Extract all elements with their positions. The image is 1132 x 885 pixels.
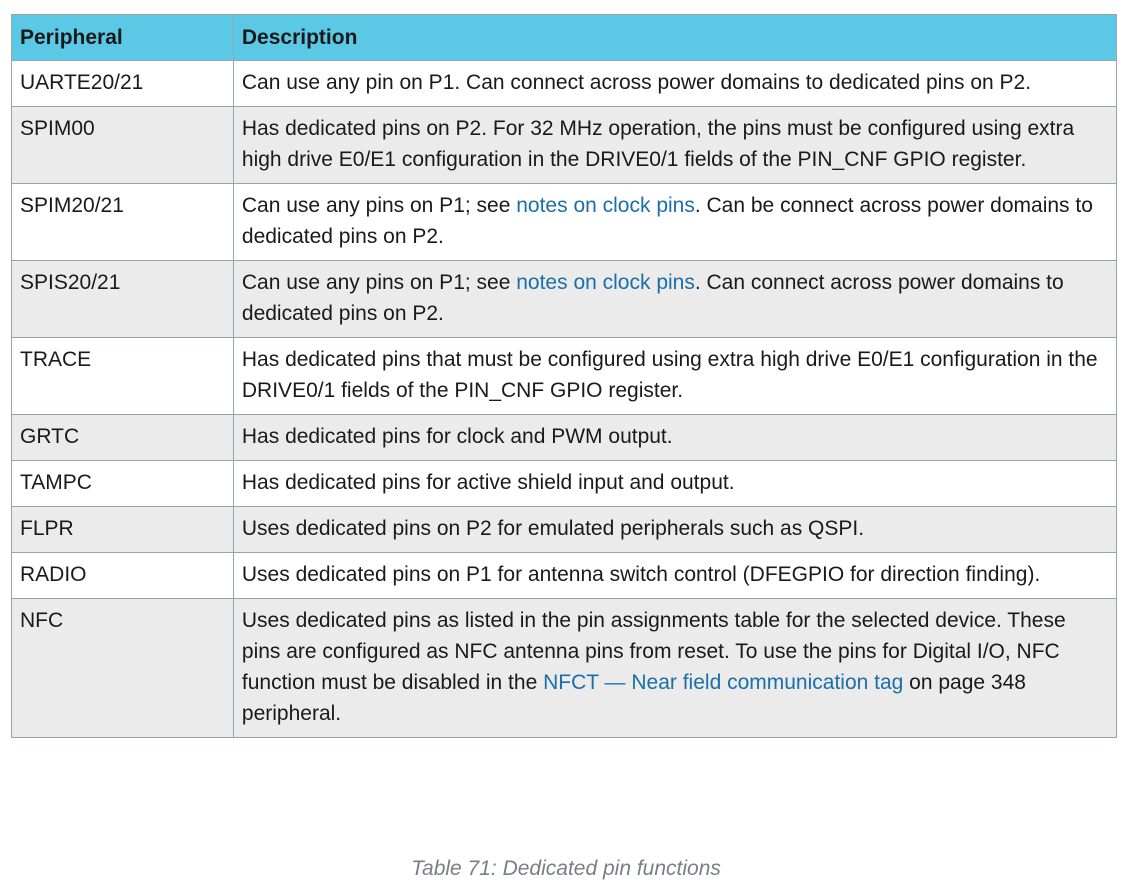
description-cell [233, 61, 1116, 107]
peripheral-cell: SPIM20/21 [12, 184, 234, 261]
description-cell [233, 507, 1116, 553]
peripheral-cell: RADIO [12, 553, 234, 599]
table-caption: Table 71: Dedicated pin functions [411, 857, 721, 880]
cross-reference-link[interactable]: notes on clock pins [516, 194, 695, 217]
description-cell [233, 107, 1116, 184]
peripheral-cell: FLPR [12, 507, 234, 553]
cross-reference-link[interactable]: notes on clock pins [516, 271, 695, 294]
description-text: Has dedicated pins for active shield input and output. [241, 471, 735, 494]
table-row [12, 61, 1117, 107]
table-row [12, 184, 1117, 261]
description-cell [233, 261, 1116, 338]
description-text: Can use any pins on P1; see [241, 194, 517, 217]
peripheral-cell: SPIM00 [12, 107, 234, 184]
description-text: . Can connect across power domains to dedicated pins on P2. [241, 271, 1064, 325]
table-row [12, 261, 1117, 338]
description-text: Can use any pin on P1. Can connect across power domains to dedicated pins on P2. [241, 71, 1032, 94]
table-body [12, 61, 1117, 738]
dedicated-pin-functions-table [11, 14, 1117, 738]
description-cell [233, 415, 1116, 461]
peripheral-cell: GRTC [12, 415, 234, 461]
description-text: Has dedicated pins that must be configured using extra high drive E0/E1 configuration in the DRIVE0/1 fields of the PIN_CNF GPIO register. [241, 348, 1098, 402]
description-text: Has dedicated pins on P2. For 32 MHz operation, the pins must be configured using extra high drive E0/E1 configuration in the DRIVE0/1 fields of the PIN_CNF GPIO register. [241, 117, 1075, 171]
description-cell [233, 553, 1116, 599]
peripheral-cell: TAMPC [12, 461, 234, 507]
table-row [12, 553, 1117, 599]
table-row [12, 107, 1117, 184]
peripheral-cell: SPIS20/21 [12, 261, 234, 338]
peripheral-cell: UARTE20/21 [12, 61, 234, 107]
description-text: Can use any pins on P1; see [241, 271, 517, 294]
header-description: Description [233, 15, 1116, 61]
description-text: Uses dedicated pins on P1 for antenna switch control (DFEGPIO for direction finding). [241, 563, 1041, 586]
table-row [12, 507, 1117, 553]
description-cell [233, 338, 1116, 415]
table-row [12, 338, 1117, 415]
description-text: Has dedicated pins for clock and PWM output. [241, 425, 673, 448]
header-peripheral: Peripheral [12, 15, 234, 61]
table-header-row [12, 15, 1117, 61]
cross-reference-link[interactable]: NFCT — Near field communication tag [543, 671, 904, 694]
description-cell [233, 184, 1116, 261]
description-cell [233, 599, 1116, 738]
description-text: on page 348 peripheral. [241, 671, 1026, 725]
peripheral-cell: TRACE [12, 338, 234, 415]
peripheral-cell: NFC [12, 599, 234, 738]
table-row [12, 461, 1117, 507]
table-row [12, 415, 1117, 461]
description-text: Uses dedicated pins as listed in the pin assignments table for the selected device. These pins are configured as NFC antenna pins from reset. To use the pins for Digital I/O, NFC function must be disabled in the [241, 609, 1066, 694]
description-text: Uses dedicated pins on P2 for emulated peripherals such as QSPI. [241, 517, 865, 540]
description-cell [233, 461, 1116, 507]
table-row [12, 599, 1117, 738]
description-text: . Can be connect across power domains to dedicated pins on P2. [241, 194, 1093, 248]
